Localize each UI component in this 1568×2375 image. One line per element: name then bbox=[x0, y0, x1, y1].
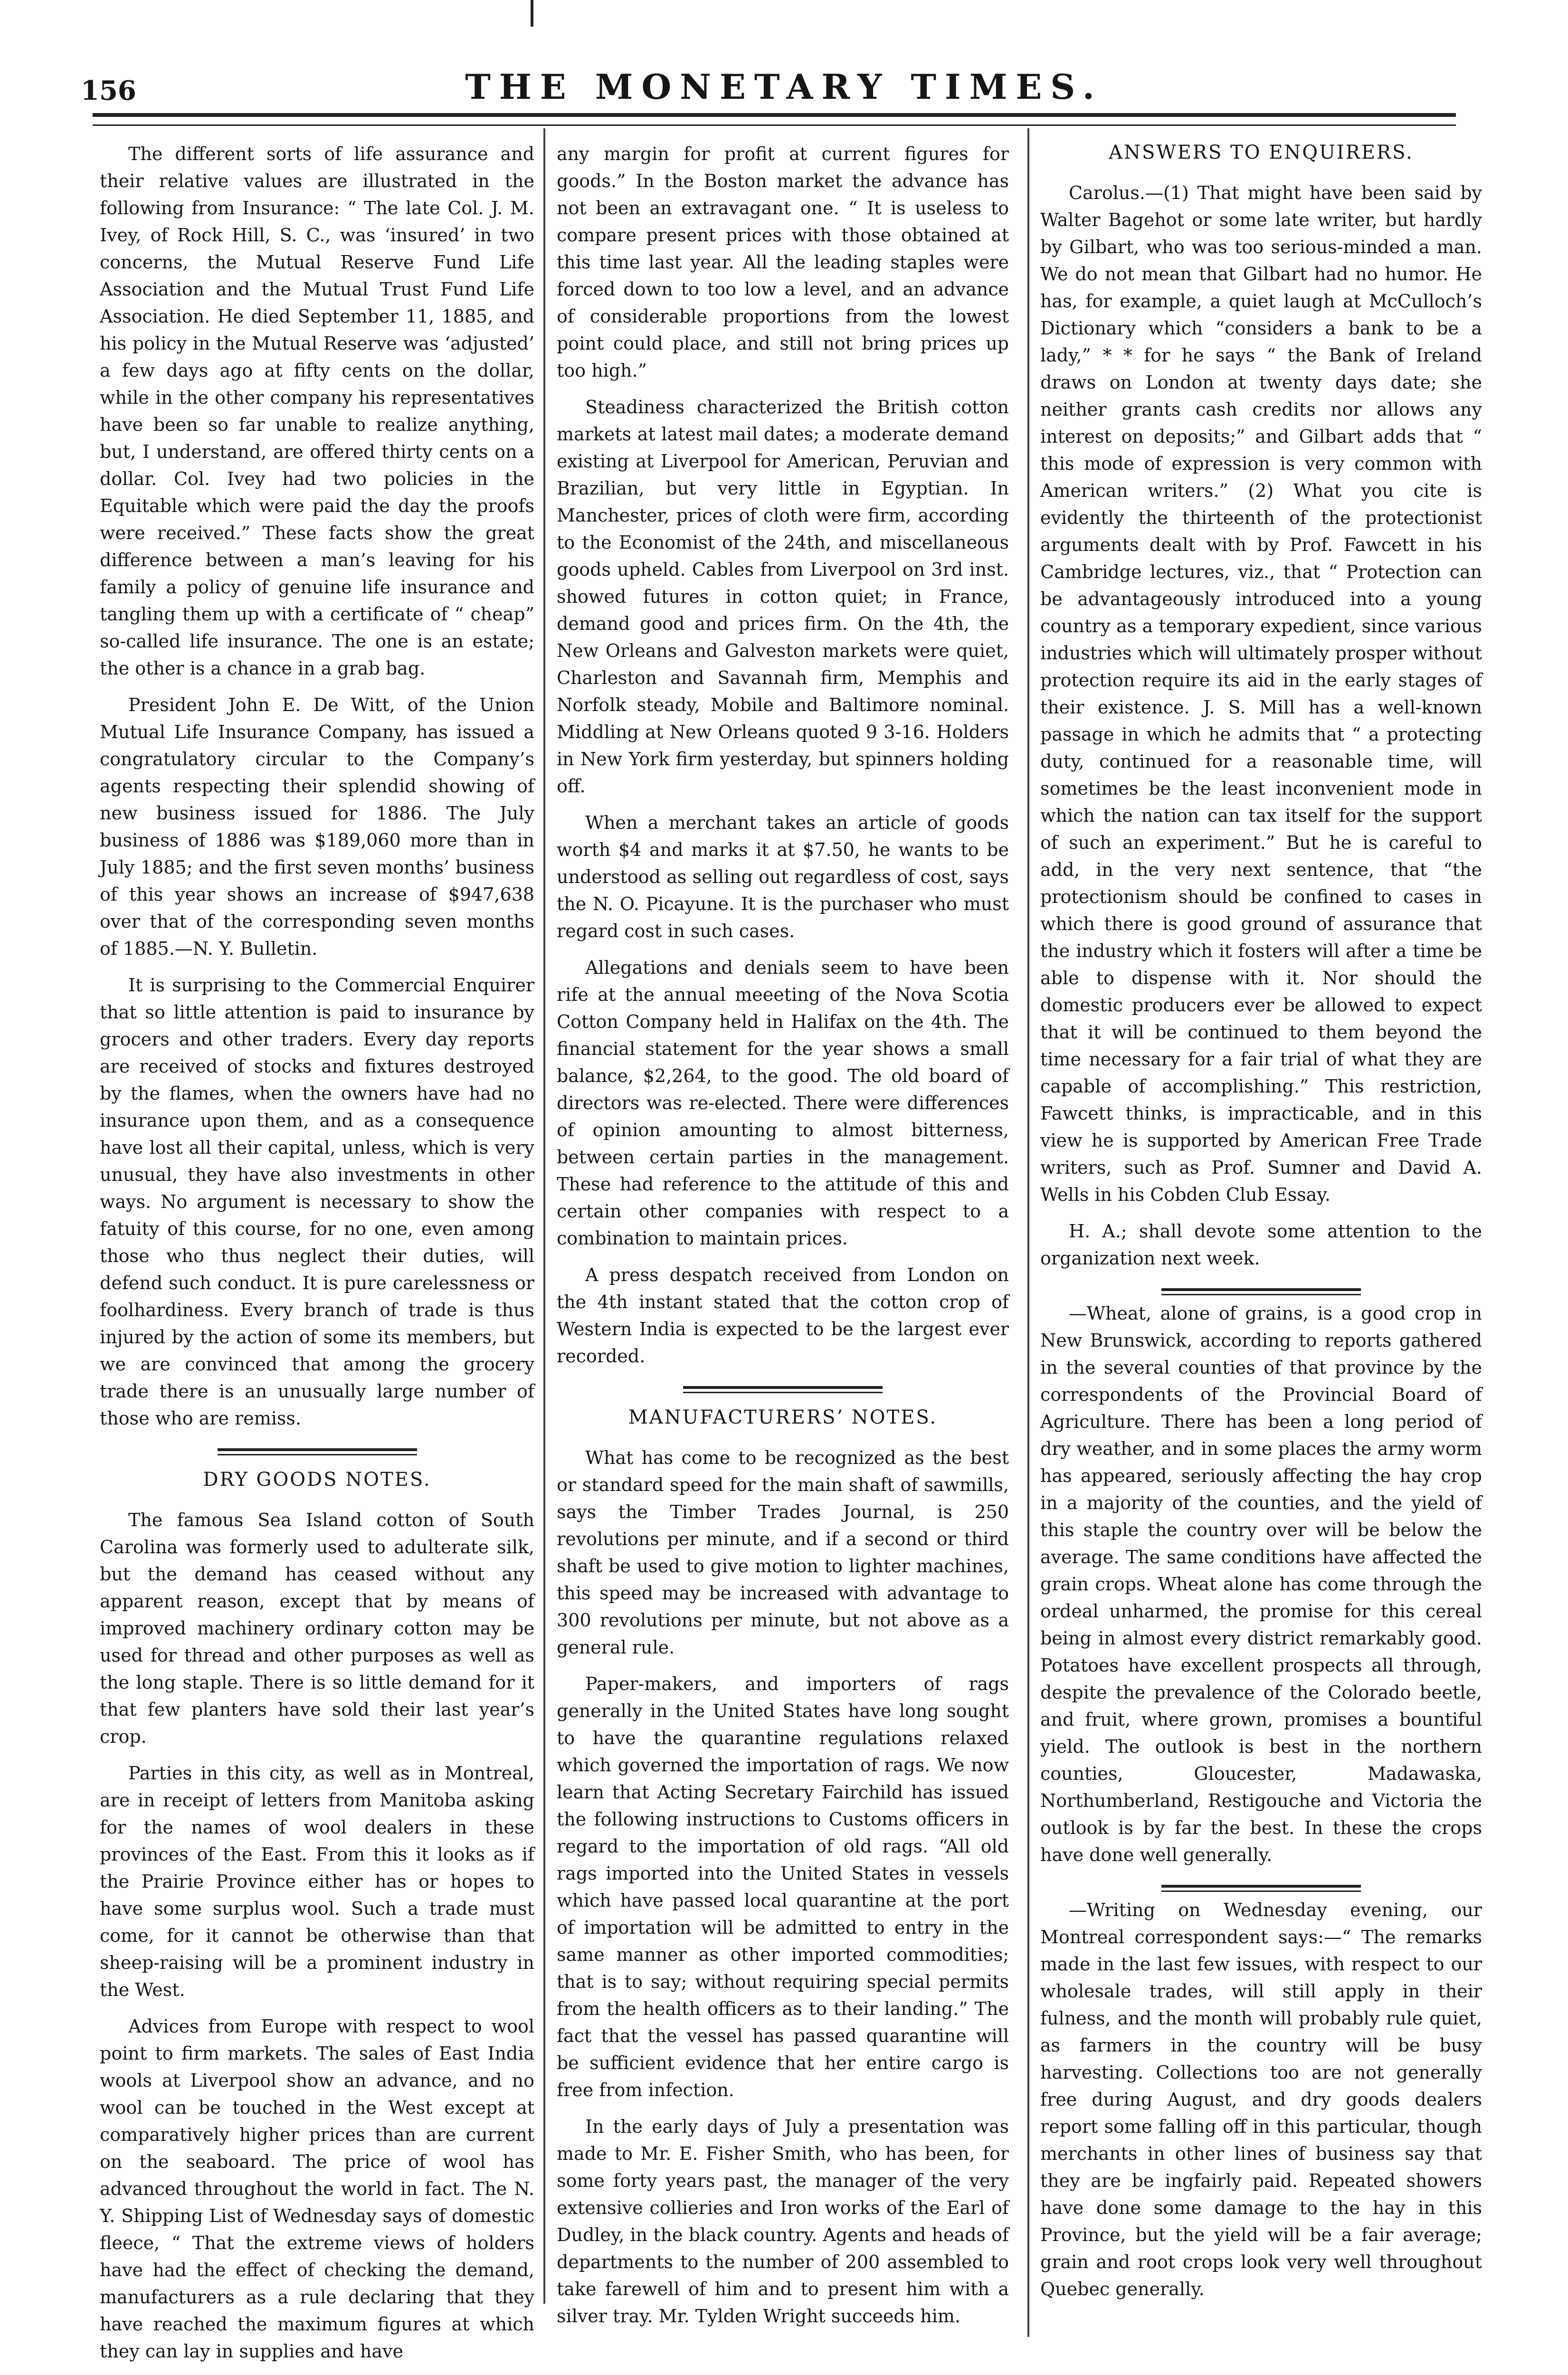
article-wool-markets: Advices from Europe with respect to wool point to firm markets. The sales of East India wools at Liverpool show an advance, and no wool can be touched in the West except at comparatively higher prices than are current on the seaboard. The price of wool has advanced throughout the world in fact. The N. Y. Shipping List of Wednesday says of domestic fleece, “ That the extreme views of holders have had the effect of checking the demand, manufacturers as a rule declaring that they have reached the maximum figures at which they can lay in supplies and have bbox=[100, 2016, 534, 2362]
article-manitoba-wool: Parties in this city, as well as in Montreal, are in receipt of letters from Manitoba asking for the names of wool dealers in these provinces of the East. From this it looks as if the Prairie Province either has or hopes to have some surplus wool. Such a trade must come, for it cannot be otherwise than that sheep-raising will be a prominent industry in the West. bbox=[100, 1763, 534, 2000]
article-sea-island-cotton: The famous Sea Island cotton of South Carolina was formerly used to adulterate silk, but the demand has ceased without any apparent reason, except that by means of improved machinery ordinary cotton may be used for thread and other purposes as well as the long staple. There is so little demand for it that few planters have sold their last year’s crop. bbox=[100, 1510, 534, 1747]
section-divider bbox=[1161, 1288, 1361, 1295]
article-rag-quarantine: Paper-makers, and importers of rags generally in the United States have long sought to have the quarantine regulations relaxed which governed the importation of rags. We now learn that Acting Secretary Fairchild has issued the following instructions to Customs officers in regard to the importation of old rags. “All old rags imported into the United States in vessels which have passed local quarantine at the port of importation will be admitted to entry in the same manner as other imported commodities; that is to say; without requiring special permits from the health officers as to their landing.” The fact that the vessel has passed quarantine will be sufficient evidence that her entire cargo is free from infection. bbox=[557, 1673, 1009, 2100]
page-number: 156 bbox=[81, 75, 136, 106]
article-grocers-insurance: It is surprising to the Commercial Enquirer that so little attention is paid to insurance by grocers and other traders. Every day reports are received of stocks and fixtures destroyed by the flames, when the owners have had no insurance upon them, and as a consequence have lost all their capital, unless, which is very unusual, they have also investments in other ways. No argument is necessary to show the fatuity of this course, for no one, even among those who thus neglect their duties, will defend such conduct. It is pure carelessness or foolhardiness. Every branch of trade is thus injured by the action of some its members, but we are convinced that among the grocery trade there is an unusually large number of those who are remiss. bbox=[100, 975, 534, 1429]
heading-dry-goods-notes: DRY GOODS NOTES. bbox=[203, 1469, 431, 1491]
column-rule-1 bbox=[543, 128, 545, 2304]
article-nova-scotia-cotton: Allegations and denials seem to have been rife at the annual meeeting of the Nova Scotia Cotton Company held in Halifax on the 4th. The financial statement for the year shows a small balance, $2,264, to the good. The old board of directors was re-elected. There were differences of opinion amounting to almost bitterness, between certain parties in the management. These had reference to the attitude of this and certain other companies with respect to a combination to maintain prices. bbox=[557, 957, 1009, 1249]
article-wool-markets-continued: any margin for profit at current figures for goods.” In the Boston market the advance has not been an extravagant one. “ It is useless to compare present prices with those obtained at this time last year. All the leading staples were forced down to too low a level, and an advance of considerable proportions from the lowest point could place, and still not bring prices up too high.” bbox=[557, 143, 1009, 381]
masthead-rule-thin bbox=[93, 124, 1456, 126]
article-montreal-correspondent: —Writing on Wednesday evening, our Montreal correspondent says:—“ The remarks made in the last few issues, with respect to our wholesale trades, will still apply in their fulness, and the month will probably rule quiet, as farmers in the country will be busy harvesting. Collections too are not generally free during August, and dry goods dealers report some falling off in this particular, though merchants in other lines of business say that they are be ingfairly paid. Repeated showers have done some damage to the hay in this Province, but the yield will be a fair average; grain and root crops look very well throughout Quebec generally. bbox=[1040, 1900, 1482, 2299]
masthead-title: THE MONETARY TIMES. bbox=[465, 66, 1103, 107]
masthead-rule-thick bbox=[93, 113, 1456, 117]
column-rule-2 bbox=[1027, 128, 1029, 2337]
article-union-mutual: President John E. De Witt, of the Union Mutual Life Insurance Company, has issued a congratulatory circular to the Company’s agents respecting their splendid showing of new business issued for 1886. The July business of 1886 was $189,060 more than in July 1885; and the first seven months’ business of this year shows an increase of $947,638 over that of the corresponding seven months of 1885.—N. Y. Bulletin. bbox=[100, 694, 534, 959]
column-1 bbox=[100, 141, 534, 2375]
article-carolus-answer: Carolus.—(1) That might have been said by Walter Bagehot or some late writer, but hardly by Gilbart, who was too serious-minded a man. We do not mean that Gilbart had no humor. He has, for example, a quiet laugh at McCulloch’s Dictionary which “considers a bank to be a lady,” * * for he says “ the Bank of Ireland draws on London at twenty days date; she neither grants cash credits nor allows any interest on deposits;” and Gilbart adds that “ this mode of expression is very common with American writers.” (2) What you cite is evidently the thirteenth of the protectionist arguments dealt with by Prof. Fawcett in his Cambridge lectures, viz., that “ Protection can be advantageously introduced into a young country as a temporary expedient, since various industries which will ultimately prosper without protection require its aid in the early stages of their existence. J. S. Mill has a well-known passage in which he admits that “ a protecting duty, continued for a reasonable time, will sometimes be the least inconvenient mode in which the nation can tax itself for the support of such an experiment.” But he is careful to add, in the very next sentence, that “the protectionism should be confined to cases in which there is good ground of assurance that the industry which it fosters will after a time be able to dispense with it. Nor should the domestic producers ever be allowed to expect that it will be continued to them beyond the time necessary for a fair trial of what they are capable of accomplishing.” This restriction, Fawcett thinks, is impracticable, and in this view he is supported by American Free Trade writers, such as Prof. Sumner and David A. Wells in his Cobden Club Essay. bbox=[1040, 182, 1482, 1205]
heading-manufacturers-notes: MANUFACTURERS’ NOTES. bbox=[628, 1406, 938, 1428]
heading-answers-to-enquirers: ANSWERS TO ENQUIRERS. bbox=[1109, 142, 1414, 163]
article-fisher-smith: In the early days of July a presentation was made to Mr. E. Fisher Smith, who has been, for some forty years past, the manager of the very extensive collieries and Iron works of the Earl of Dudley, in the black country. Agents and heads of departments to the number of 200 assembled to take farewell of him and to present him with a silver tray. Mr. Tylden Wright succeeds him. bbox=[557, 2116, 1009, 2327]
article-western-india-crop: A press despatch received from London on the 4th instant stated that the cotton crop of Western India is expected to be the largest ever recorded. bbox=[557, 1264, 1009, 1367]
section-divider bbox=[1161, 1885, 1361, 1892]
column-2 bbox=[557, 141, 1009, 2339]
section-divider bbox=[683, 1386, 883, 1393]
article-british-cotton: Steadiness characterized the British cotton markets at latest mail dates; a moderate demand existing at Liverpool for American, Peruvian and Brazilian, but very little in Egyptian. In Manchester, prices of cloth were firm, according to the Economist of the 24th, and miscellaneous goods upheld. Cables from Liverpool on 3rd inst. showed futures in cotton quiet; in France, demand good and prices firm. On the 4th, the New Orleans and Galveston markets were quiet, Charleston and Savannah firm, Memphis and Norfolk steady, Mobile and Baltimore nominal. Middling at New Orleans quoted 9 3-16. Holders in New York firm yesterday, but spinners holding off. bbox=[557, 397, 1009, 797]
scan-mark bbox=[531, 0, 533, 27]
article-ha-answer: H. A.; shall devote some attention to the organization next week. bbox=[1040, 1221, 1482, 1269]
column-3 bbox=[1040, 141, 1482, 2312]
article-sawmill-speed: What has come to be recognized as the best or standard speed for the main shaft of sawmills, says the Timber Trades Journal, is 250 revolutions per minute, and if a second or third shaft be used to give motion to lighter machines, this speed may be increased with advantage to 300 revolutions per minute, but not above as a general rule. bbox=[557, 1447, 1009, 1658]
article-life-assurance: The different sorts of life assurance and their relative values are illustrated in the following from Insurance: “ The late Col. J. M. Ivey, of Rock Hill, S. C., was ‘insured’ in two concerns, the Mutual Reserve Fund Life Association and the Mutual Trust Fund Life Association. He died September 11, 1885, and his policy in the Mutual Reserve was ‘adjusted’ a few days ago at fifty cents on the dollar, while in the other company his representatives have been so far unable to realize anything, but, I understand, are offered thirty cents on a dollar. Col. Ivey had two policies in the Equitable which were paid the day the proofs were received.” These facts show the great difference between a man’s leaving for his family a policy of genuine life insurance and tangling them up with a certificate of “ cheap” so-called life insurance. The one is an estate; the other is a chance in a grab bag. bbox=[100, 143, 534, 679]
article-new-brunswick-wheat: —Wheat, alone of grains, is a good crop in New Brunswick, according to reports gathered in the several counties of that province by the correspondents of the Provincial Board of Agriculture. There has been a long period of dry weather, and in some places the army worm has appeared, seriously affecting the hay crop in a majority of the counties, and the yield of this staple the country over will be below the average. The same conditions have affected the grain crops. Wheat alone has come through the ordeal unharmed, the promise for this cereal being in almost every district remarkably good. Potatoes have excellent prospects all through, despite the prevalence of the Colorado beetle, and fruit, where grown, promises a bountiful yield. The outlook is best in the northern counties, Gloucester, Madawaska, Northumberland, Restigouche and Victoria the outlook is by far the best. In these the crops have done well generally. bbox=[1040, 1303, 1482, 1865]
section-divider bbox=[218, 1448, 417, 1455]
article-merchant-cost: When a merchant takes an article of goods worth $4 and marks it at $7.50, he wants to be understood as selling out regardless of cost, says the N. O. Picayune. It is the purchaser who must regard cost in such cases. bbox=[557, 812, 1009, 941]
